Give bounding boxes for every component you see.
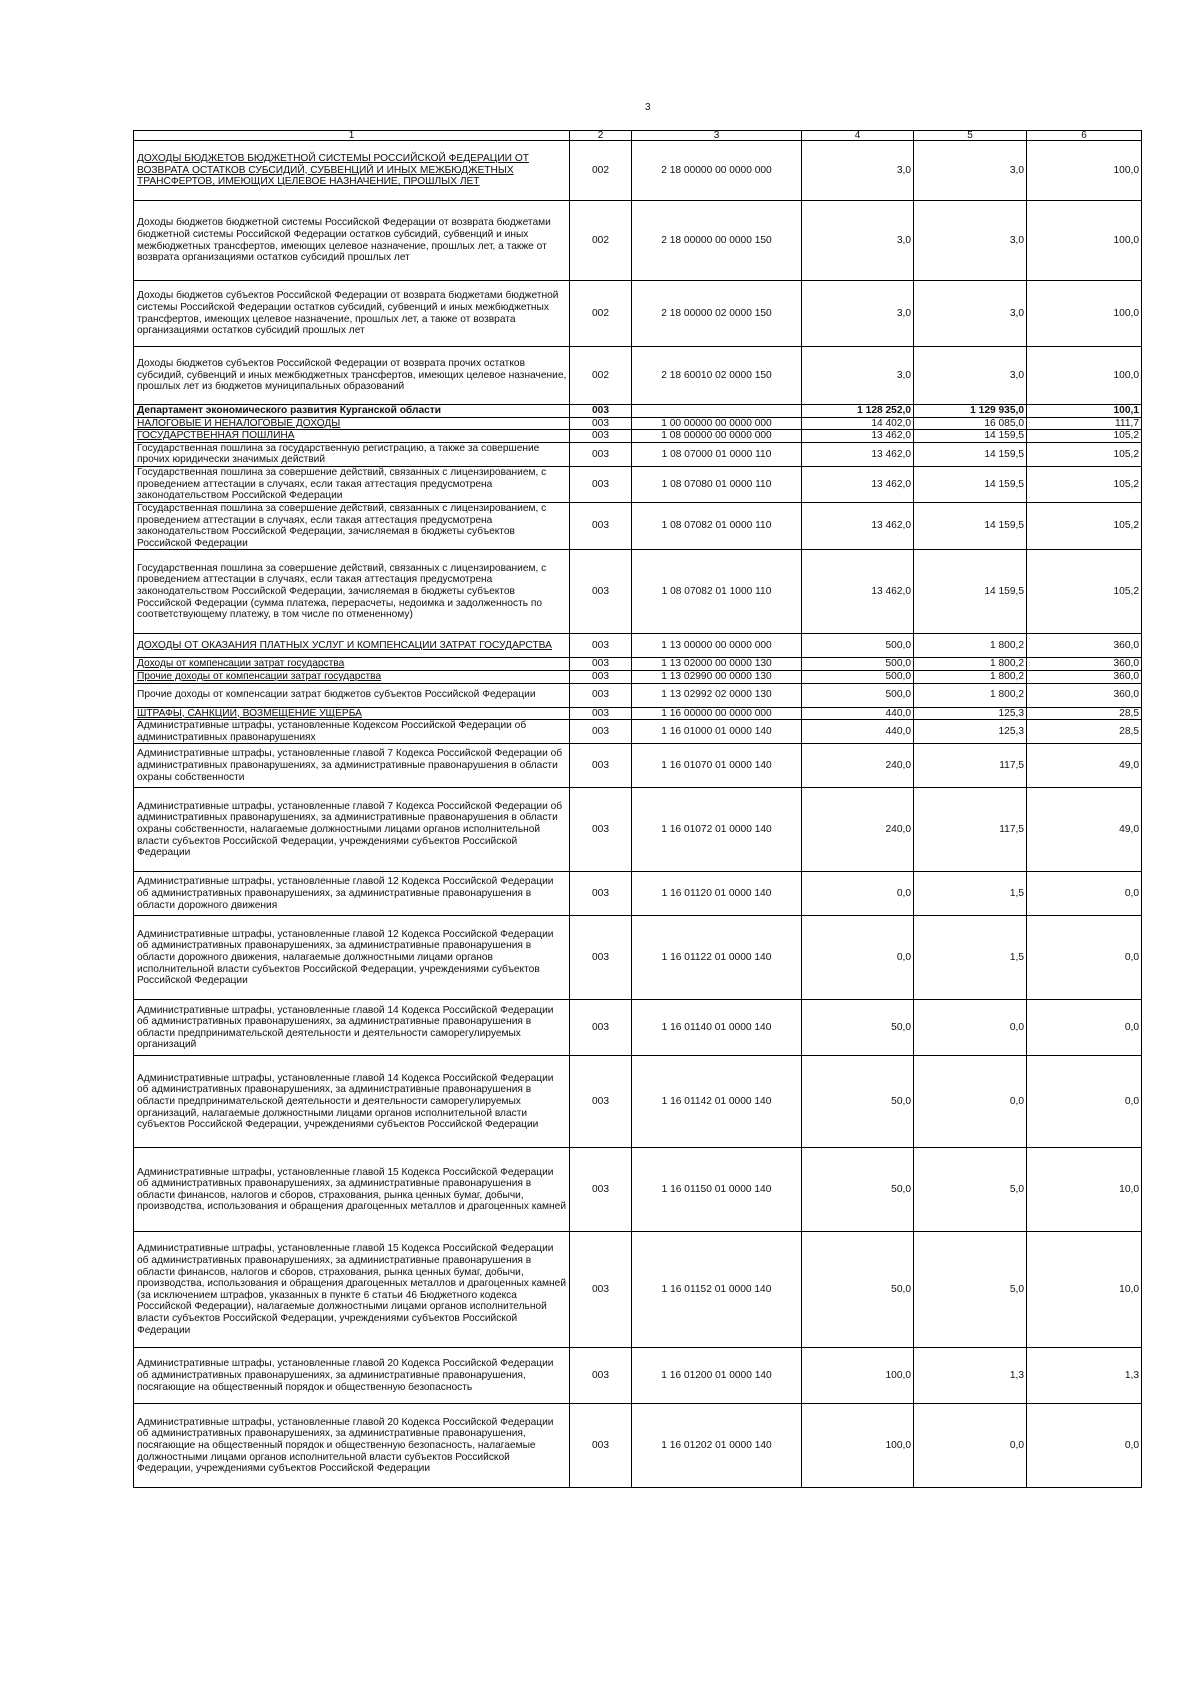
column-header: 4 [802,131,914,141]
percent-cell: 0,0 [1027,1000,1142,1056]
revenue-name-cell: ДОХОДЫ БЮДЖЕТОВ БЮДЖЕТНОЙ СИСТЕМЫ РОССИЙСКОЙ ФЕДЕРАЦИИ ОТ ВОЗВРАТА ОСТАТКОВ СУБСИДИЙ, СУБВЕНЦИЙ И ИНЫХ МЕЖБЮДЖЕТНЫХ ТРАНСФЕРТОВ, ИМЕЮЩИХ ЦЕЛЕВОЕ НАЗНАЧЕНИЕ, ПРОШЛЫХ ЛЕТ [134,141,570,201]
revenue-name-cell: Административные штрафы, установленные главой 14 Кодекса Российской Федерации об административных правонарушениях, за административные правонарушения в области предпринимательской деятельности и деятельности саморегулируемых организаций [134,1000,570,1056]
revenue-table [133,130,1142,1488]
actual-amount-cell: 1,5 [914,872,1027,916]
table-row [134,788,1142,872]
actual-amount-cell: 1 800,2 [914,683,1027,707]
section-row [134,670,1142,683]
admin-code-cell: 003 [570,707,632,720]
plan-amount-cell: 3,0 [802,347,914,405]
revenue-name-cell: Доходы бюджетов субъектов Российской Федерации от возврата бюджетами бюджетной системы Российской Федерации остатков субсидий, субвенций и иных межбюджетных трансфертов, имеющих целевое назначение, прошлых лет, а также от возврата организациями остатков субсидий прошлых лет [134,281,570,347]
actual-amount-cell: 5,0 [914,1148,1027,1232]
column-header: 6 [1027,131,1142,141]
admin-code-cell: 003 [570,720,632,744]
admin-code-cell: 003 [570,916,632,1000]
table-row [134,442,1142,466]
revenue-name-cell: ШТРАФЫ, САНКЦИИ, ВОЗМЕЩЕНИЕ УЩЕРБА [134,707,570,720]
budget-code-cell [632,405,802,418]
percent-cell: 0,0 [1027,872,1142,916]
percent-cell: 105,2 [1027,550,1142,634]
page-number: 3 [645,102,651,113]
revenue-name-cell: Доходы бюджетов субъектов Российской Федерации от возврата прочих остатков субсидий, субвенций и иных межбюджетных трансфертов, имеющих целевое назначение, прошлых лет из бюджетов муниципальных образований [134,347,570,405]
plan-amount-cell: 500,0 [802,670,914,683]
budget-code-cell: 2 18 00000 00 0000 150 [632,201,802,281]
budget-code-cell: 1 13 02000 00 0000 130 [632,658,802,671]
budget-code-cell: 1 16 01000 01 0000 140 [632,720,802,744]
plan-amount-cell: 13 462,0 [802,502,914,549]
percent-cell: 360,0 [1027,683,1142,707]
plan-amount-cell: 13 462,0 [802,442,914,466]
budget-code-cell: 1 13 02992 02 0000 130 [632,683,802,707]
percent-cell: 105,2 [1027,502,1142,549]
plan-amount-cell: 13 462,0 [802,466,914,502]
table-row [134,720,1142,744]
table-row [134,1348,1142,1404]
budget-code-cell: 1 16 00000 00 0000 000 [632,707,802,720]
plan-amount-cell: 50,0 [802,1148,914,1232]
actual-amount-cell: 3,0 [914,281,1027,347]
percent-cell: 28,5 [1027,707,1142,720]
percent-cell: 28,5 [1027,720,1142,744]
section-row [134,634,1142,658]
table-row [134,1056,1142,1148]
actual-amount-cell: 1,3 [914,1348,1027,1404]
budget-code-cell: 1 16 01150 01 0000 140 [632,1148,802,1232]
plan-amount-cell: 13 462,0 [802,430,914,443]
admin-code-cell: 002 [570,281,632,347]
table-row [134,916,1142,1000]
admin-code-cell: 003 [570,1404,632,1488]
table-row [134,201,1142,281]
actual-amount-cell: 14 159,5 [914,502,1027,549]
budget-code-cell: 1 16 01152 01 0000 140 [632,1232,802,1348]
admin-code-cell: 003 [570,550,632,634]
column-header: 3 [632,131,802,141]
percent-cell: 49,0 [1027,788,1142,872]
actual-amount-cell: 117,5 [914,788,1027,872]
admin-code-cell: 003 [570,1148,632,1232]
percent-cell: 1,3 [1027,1348,1142,1404]
actual-amount-cell: 16 085,0 [914,417,1027,430]
plan-amount-cell: 100,0 [802,1404,914,1488]
budget-code-cell: 1 16 01140 01 0000 140 [632,1000,802,1056]
revenue-name-cell: Административные штрафы, установленные главой 7 Кодекса Российской Федерации об административных правонарушениях, за административные правонарушения в области охраны собственности [134,744,570,788]
percent-cell: 10,0 [1027,1148,1142,1232]
percent-cell: 10,0 [1027,1232,1142,1348]
revenue-name-cell: Административные штрафы, установленные главой 20 Кодекса Российской Федерации об административных правонарушениях, за административные правонарушения, посягающие на общественный порядок и общественную безопасность [134,1348,570,1404]
plan-amount-cell: 50,0 [802,1232,914,1348]
table-row [134,466,1142,502]
plan-amount-cell: 50,0 [802,1056,914,1148]
budget-code-cell: 1 00 00000 00 0000 000 [632,417,802,430]
actual-amount-cell: 14 159,5 [914,466,1027,502]
plan-amount-cell: 0,0 [802,916,914,1000]
table-row [134,1232,1142,1348]
revenue-name-cell: НАЛОГОВЫЕ И НЕНАЛОГОВЫЕ ДОХОДЫ [134,417,570,430]
column-header: 1 [134,131,570,141]
actual-amount-cell: 14 159,5 [914,430,1027,443]
percent-cell: 100,0 [1027,281,1142,347]
actual-amount-cell: 3,0 [914,347,1027,405]
percent-cell: 0,0 [1027,1056,1142,1148]
actual-amount-cell: 1,5 [914,916,1027,1000]
table-row [134,281,1142,347]
plan-amount-cell: 0,0 [802,872,914,916]
plan-amount-cell: 240,0 [802,788,914,872]
admin-code-cell: 003 [570,658,632,671]
actual-amount-cell: 3,0 [914,201,1027,281]
actual-amount-cell: 1 800,2 [914,634,1027,658]
budget-code-cell: 2 18 00000 00 0000 000 [632,141,802,201]
budget-code-cell: 2 18 60010 02 0000 150 [632,347,802,405]
revenue-table-container [133,130,1141,1488]
percent-cell: 0,0 [1027,916,1142,1000]
budget-code-cell: 1 16 01142 01 0000 140 [632,1056,802,1148]
revenue-name-cell: Административные штрафы, установленные главой 15 Кодекса Российской Федерации об административных правонарушениях, за административные правонарушения в области финансов, налогов и сборов, страхования, рынка ценных бумаг, добычи, производства, использования и обращения драгоценных металлов и драгоценных камней (за исключением штрафов, указанных в пункте 6 статьи 46 Бюджетного кодекса Российской Федерации), налагаемые должностными лицами органов исполнительной власти субъектов Российской Федерации, учреждениями субъектов Российской Федерации [134,1232,570,1348]
section-row [134,430,1142,443]
actual-amount-cell: 0,0 [914,1404,1027,1488]
percent-cell: 0,0 [1027,1404,1142,1488]
revenue-name-cell: Государственная пошлина за государственную регистрацию, а также за совершение прочих юридически значимых действий [134,442,570,466]
budget-code-cell: 1 08 07082 01 0000 110 [632,502,802,549]
column-number-row [134,131,1142,141]
admin-code-cell: 003 [570,744,632,788]
percent-cell: 105,2 [1027,430,1142,443]
budget-code-cell: 1 16 01122 01 0000 140 [632,916,802,1000]
budget-code-cell: 1 13 02990 00 0000 130 [632,670,802,683]
admin-code-cell: 003 [570,683,632,707]
budget-code-cell: 1 08 07082 01 1000 110 [632,550,802,634]
section-row [134,417,1142,430]
revenue-name-cell: ГОСУДАРСТВЕННАЯ ПОШЛИНА [134,430,570,443]
actual-amount-cell: 14 159,5 [914,550,1027,634]
admin-code-cell: 003 [570,430,632,443]
table-row [134,1148,1142,1232]
admin-code-cell: 003 [570,872,632,916]
table-row [134,744,1142,788]
percent-cell: 105,2 [1027,442,1142,466]
table-row [134,1404,1142,1488]
percent-cell: 49,0 [1027,744,1142,788]
percent-cell: 100,0 [1027,141,1142,201]
admin-code-cell: 003 [570,466,632,502]
revenue-name-cell: Административные штрафы, установленные главой 14 Кодекса Российской Федерации об административных правонарушениях, за административные правонарушения в области предпринимательской деятельности и деятельности саморегулируемых организаций, налагаемые должностными лицами органов исполнительной власти субъектов Российской Федерации, учреждениями субъектов Российской Федерации [134,1056,570,1148]
admin-code-cell: 003 [570,502,632,549]
revenue-name-cell: ДОХОДЫ ОТ ОКАЗАНИЯ ПЛАТНЫХ УСЛУГ И КОМПЕНСАЦИИ ЗАТРАТ ГОСУДАРСТВА [134,634,570,658]
percent-cell: 100,0 [1027,347,1142,405]
revenue-name-cell: Доходы бюджетов бюджетной системы Российской Федерации от возврата бюджетами бюджетной системы Российской Федерации остатков субсидий, субвенций и иных межбюджетных трансфертов, имеющих целевое назначение, прошлых лет, а также от возврата организациями остатков субсидий прошлых лет [134,201,570,281]
plan-amount-cell: 3,0 [802,201,914,281]
plan-amount-cell: 240,0 [802,744,914,788]
revenue-name-cell: Административные штрафы, установленные главой 7 Кодекса Российской Федерации об административных правонарушениях, за административные правонарушения в области охраны собственности, налагаемые должностными лицами органов исполнительной власти субъектов Российской Федерации, учреждениями субъектов Российской Федерации [134,788,570,872]
actual-amount-cell: 0,0 [914,1056,1027,1148]
plan-amount-cell: 440,0 [802,707,914,720]
admin-code-cell: 003 [570,670,632,683]
revenue-name-cell: Административные штрафы, установленные главой 20 Кодекса Российской Федерации об административных правонарушениях, за административные правонарушения, посягающие на общественный порядок и общественную безопасность, налагаемые должностными лицами органов исполнительной власти субъектов Российской Федерации, учреждениями субъектов Российской Федерации [134,1404,570,1488]
actual-amount-cell: 125,3 [914,707,1027,720]
budget-code-cell: 2 18 00000 02 0000 150 [632,281,802,347]
admin-code-cell: 003 [570,1056,632,1148]
percent-cell: 111,7 [1027,417,1142,430]
admin-code-cell: 003 [570,417,632,430]
table-row [134,872,1142,916]
plan-amount-cell: 13 462,0 [802,550,914,634]
admin-code-cell: 003 [570,788,632,872]
budget-code-cell: 1 16 01200 01 0000 140 [632,1348,802,1404]
revenue-name-cell: Административные штрафы, установленные главой 12 Кодекса Российской Федерации об административных правонарушениях, за административные правонарушения в области дорожного движения [134,872,570,916]
revenue-name-cell: Прочие доходы от компенсации затрат бюджетов субъектов Российской Федерации [134,683,570,707]
percent-cell: 360,0 [1027,658,1142,671]
admin-code-cell: 003 [570,1232,632,1348]
plan-amount-cell: 500,0 [802,683,914,707]
table-row [134,502,1142,549]
table-row [134,347,1142,405]
budget-code-cell: 1 13 00000 00 0000 000 [632,634,802,658]
plan-amount-cell: 3,0 [802,281,914,347]
revenue-name-cell: Доходы от компенсации затрат государства [134,658,570,671]
budget-code-cell: 1 16 01120 01 0000 140 [632,872,802,916]
column-header: 5 [914,131,1027,141]
revenue-name-cell: Государственная пошлина за совершение действий, связанных с лицензированием, с проведением аттестации в случаях, если такая аттестация предусмотрена законодательством Российской Федерации [134,466,570,502]
actual-amount-cell: 1 800,2 [914,670,1027,683]
percent-cell: 100,0 [1027,201,1142,281]
budget-code-cell: 1 16 01070 01 0000 140 [632,744,802,788]
admin-code-cell: 002 [570,347,632,405]
department-row [134,405,1142,418]
table-row [134,550,1142,634]
revenue-name-cell: Департамент экономического развития Курганской области [134,405,570,418]
plan-amount-cell: 14 402,0 [802,417,914,430]
budget-code-cell: 1 08 07000 01 0000 110 [632,442,802,466]
actual-amount-cell: 1 129 935,0 [914,405,1027,418]
percent-cell: 105,2 [1027,466,1142,502]
budget-code-cell: 1 16 01202 01 0000 140 [632,1404,802,1488]
budget-code-cell: 1 08 07080 01 0000 110 [632,466,802,502]
percent-cell: 360,0 [1027,670,1142,683]
table-body [134,141,1142,1488]
plan-amount-cell: 50,0 [802,1000,914,1056]
plan-amount-cell: 440,0 [802,720,914,744]
plan-amount-cell: 500,0 [802,634,914,658]
section-row [134,141,1142,201]
budget-code-cell: 1 08 00000 00 0000 000 [632,430,802,443]
actual-amount-cell: 14 159,5 [914,442,1027,466]
actual-amount-cell: 5,0 [914,1232,1027,1348]
admin-code-cell: 003 [570,442,632,466]
admin-code-cell: 002 [570,201,632,281]
actual-amount-cell: 1 800,2 [914,658,1027,671]
actual-amount-cell: 3,0 [914,141,1027,201]
actual-amount-cell: 117,5 [914,744,1027,788]
admin-code-cell: 003 [570,634,632,658]
revenue-name-cell: Государственная пошлина за совершение действий, связанных с лицензированием, с проведением аттестации в случаях, если такая аттестация предусмотрена законодательством Российской Федерации, зачисляемая в бюджеты субъектов Российской Федерации (сумма платежа, перерасчеты, недоимка и задолженность по соответствующему платежу, в том числе по отмененному) [134,550,570,634]
plan-amount-cell: 100,0 [802,1348,914,1404]
section-row [134,658,1142,671]
revenue-name-cell: Административные штрафы, установленные главой 12 Кодекса Российской Федерации об административных правонарушениях, за административные правонарушения в области дорожного движения, налагаемые должностными лицами органов исполнительной власти субъектов Российской Федерации, учреждениями субъектов Российской Федерации [134,916,570,1000]
section-row [134,707,1142,720]
budget-code-cell: 1 16 01072 01 0000 140 [632,788,802,872]
table-row [134,683,1142,707]
column-header: 2 [570,131,632,141]
percent-cell: 360,0 [1027,634,1142,658]
admin-code-cell: 003 [570,1348,632,1404]
revenue-name-cell: Административные штрафы, установленные главой 15 Кодекса Российской Федерации об административных правонарушениях, за административные правонарушения в области финансов, налогов и сборов, страхования, рынка ценных бумаг, добычи, производства, использования и обращения драгоценных металлов и драгоценных камней [134,1148,570,1232]
revenue-name-cell: Государственная пошлина за совершение действий, связанных с лицензированием, с проведением аттестации в случаях, если такая аттестация предусмотрена законодательством Российской Федерации, зачисляемая в бюджеты субъектов Российской Федерации [134,502,570,549]
admin-code-cell: 003 [570,1000,632,1056]
table-row [134,1000,1142,1056]
percent-cell: 100,1 [1027,405,1142,418]
plan-amount-cell: 500,0 [802,658,914,671]
admin-code-cell: 002 [570,141,632,201]
admin-code-cell: 003 [570,405,632,418]
revenue-name-cell: Административные штрафы, установленные Кодексом Российской Федерации об административных правонарушениях [134,720,570,744]
actual-amount-cell: 0,0 [914,1000,1027,1056]
actual-amount-cell: 125,3 [914,720,1027,744]
revenue-name-cell: Прочие доходы от компенсации затрат государства [134,670,570,683]
plan-amount-cell: 1 128 252,0 [802,405,914,418]
plan-amount-cell: 3,0 [802,141,914,201]
